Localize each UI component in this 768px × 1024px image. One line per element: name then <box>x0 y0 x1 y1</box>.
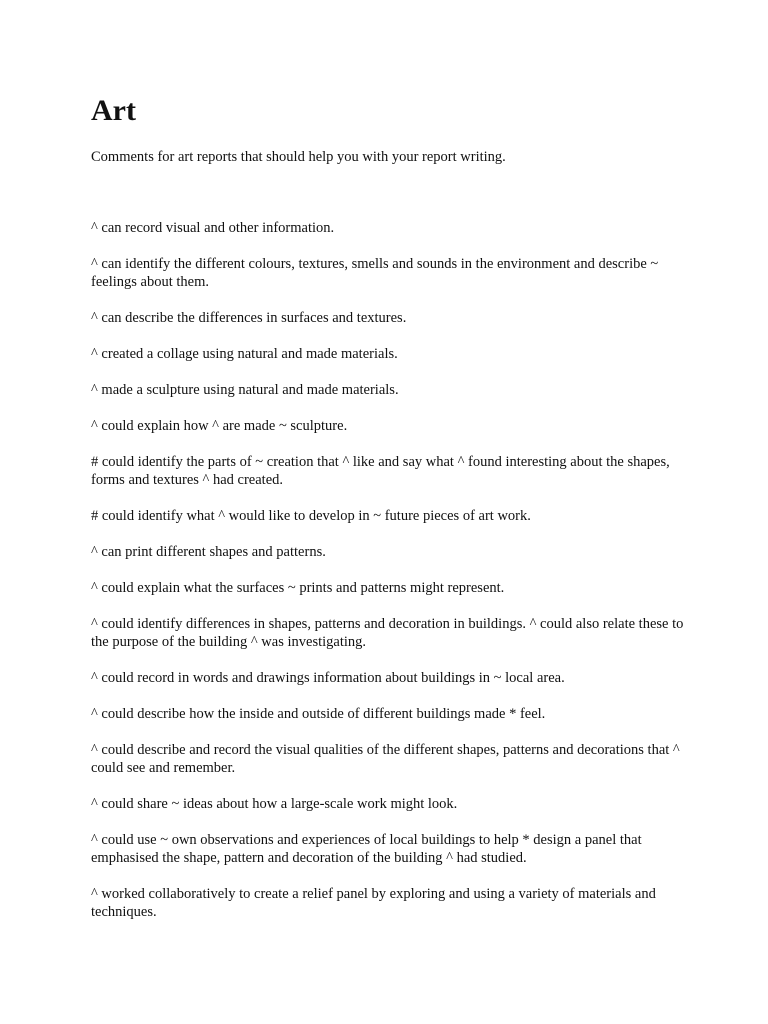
comment-item: ^ could explain how ^ are made ~ sculpture. <box>91 418 348 434</box>
page-title: Art <box>91 94 136 127</box>
comment-item: ^ can identify the different colours, textures, smells and sounds in the environment and describe ~ feelings about them. <box>91 256 659 290</box>
comment-item: # could identify the parts of ~ creation that ^ like and say what ^ found interesting about the shapes, forms and textures ^ had created. <box>91 454 670 488</box>
comment-item: ^ could record in words and drawings information about buildings in ~ local area. <box>91 670 565 686</box>
comment-item: # could identify what ^ would like to develop in ~ future pieces of art work. <box>91 508 531 524</box>
comment-item: ^ made a sculpture using natural and made materials. <box>91 382 399 398</box>
comment-item: ^ could share ~ ideas about how a large-scale work might look. <box>91 796 458 812</box>
comment-item: ^ could explain what the surfaces ~ prints and patterns might represent. <box>91 580 505 596</box>
comment-item: ^ created a collage using natural and made materials. <box>91 346 398 362</box>
comment-item: ^ could describe and record the visual qualities of the different shapes, patterns and decorations that ^ could see and remember. <box>91 742 680 776</box>
intro-text: Comments for art reports that should help you with your report writing. <box>91 149 506 165</box>
comment-item: ^ could identify differences in shapes, patterns and decoration in buildings. ^ could also relate these to the purpose of the building ^ was investigating. <box>91 616 684 650</box>
comment-item: ^ can describe the differences in surfaces and textures. <box>91 310 407 326</box>
comment-item: ^ can record visual and other information. <box>91 220 335 236</box>
comment-item: ^ could describe how the inside and outside of different buildings made * feel. <box>91 706 546 722</box>
comment-item: ^ could use ~ own observations and experiences of local buildings to help * design a panel that emphasised the shape, pattern and decoration of the building ^ had studied. <box>91 832 642 866</box>
comment-item: ^ worked collaboratively to create a relief panel by exploring and using a variety of materials and techniques. <box>91 886 656 920</box>
comment-item: ^ can print different shapes and patterns. <box>91 544 326 560</box>
